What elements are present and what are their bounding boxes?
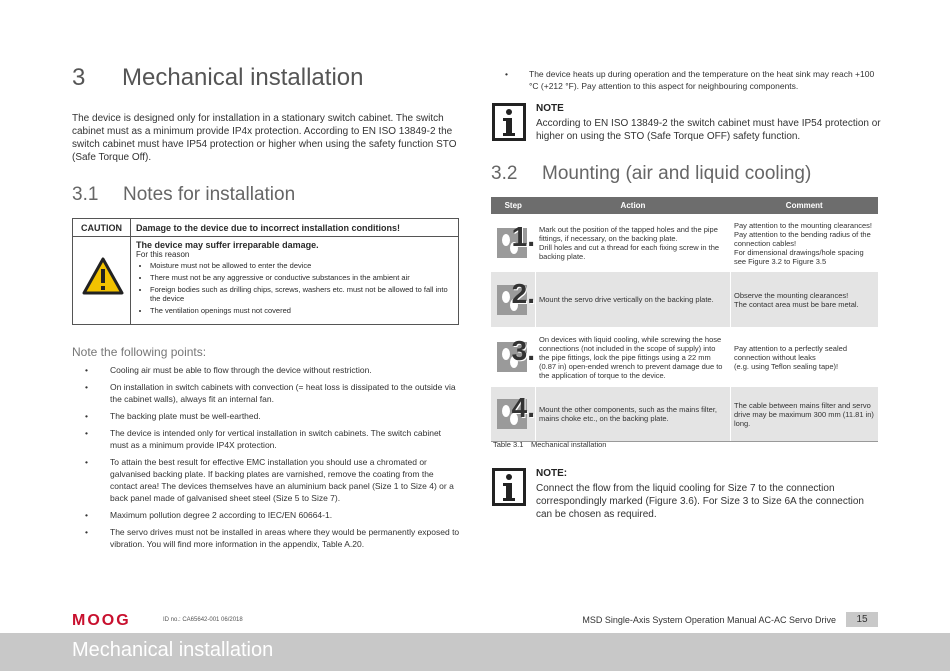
- list-item: • Maximum pollution degree 2 according to IEC/EN 60664-1.: [82, 509, 460, 521]
- caution-header: Damage to the device due to incorrect installation conditions!: [131, 219, 458, 237]
- step-cell: [491, 214, 536, 272]
- step-icon: [495, 222, 535, 264]
- note-box-1: [492, 103, 884, 148]
- caution-reason: For this reason: [136, 250, 190, 259]
- section-title-text: Mounting (air and liquid cooling): [542, 163, 812, 184]
- step-icon: [495, 279, 535, 321]
- manual-title: MSD Single-Axis System Operation Manual AC-AC Servo Drive: [582, 615, 836, 625]
- list-item: • To attain the best result for effective EMC installation you should use a chromated or galvanised backing plate. If backing plates are varnished, remove the coating from the contact area! The devices themselves have an aluminium back panel (Size 1 to Size 4) or a back panel made of galvanised sheet steel (Size 5 to Size 7).: [82, 456, 460, 504]
- section-title-text: Notes for installation: [123, 184, 296, 205]
- warning-triangle-icon: [82, 257, 124, 295]
- comment-cell: Pay attention to the mounting clearances! Pay attention to the bending radius of the connection cables! For dimensional drawings/hole spacing see Figure 3.2 to Figure 3.5: [731, 214, 879, 272]
- footer-band-text: Mechanical installation: [72, 639, 274, 661]
- note-text: According to EN ISO 13849-2 the switch cabinet must have IP54 protection or higher on using the STO (Safe Torque OFF) safety function.: [536, 118, 881, 142]
- list-item: • The backing plate must be well-earthed.: [82, 410, 460, 422]
- column-header-comment: Comment: [731, 197, 879, 214]
- list-item: • The device heats up during operation and the temperature on the heat sink may reach +100 °C (+212 °F). Pay attention to this aspect for neighbouring components.: [505, 68, 885, 92]
- note-points-heading: Note the following points:: [72, 345, 207, 359]
- chapter-title: [72, 64, 363, 92]
- caution-box: [72, 218, 459, 325]
- table-caption-number: Table 3.1: [493, 440, 524, 449]
- list-item: • Moisture must not be allowed to enter the device: [150, 261, 450, 270]
- heat-point-list: [505, 68, 885, 92]
- step-number: 3.: [511, 335, 535, 366]
- section-3-1-title: [72, 184, 295, 206]
- table-caption: [493, 440, 606, 449]
- step-cell: [491, 272, 536, 327]
- action-cell: Mount the other components, such as the mains filter, mains choke etc., on the backing plate.: [536, 387, 731, 442]
- caution-label: CAUTION: [73, 219, 131, 237]
- footer-band: [0, 633, 950, 671]
- step-number: 4.: [511, 392, 535, 423]
- step-number: 1.: [511, 221, 535, 252]
- table-header-row: [491, 197, 878, 214]
- caution-list: [136, 261, 450, 315]
- step-cell: [491, 387, 536, 442]
- column-header-step: Step: [491, 197, 536, 214]
- info-icon: [492, 103, 526, 141]
- info-icon: [492, 468, 526, 506]
- moog-logo: MOOG: [72, 612, 131, 629]
- list-item: • The device is intended only for vertical installation in switch cabinets. The switch cabinet must as a minimum provide IP4X protection.: [82, 427, 460, 451]
- action-cell: Mark out the position of the tapped holes and the pipe fittings, if necessary, on the backing plate. Drill holes and cut a thread for each fixing screw in the backing plate.: [536, 214, 731, 272]
- step-number: 2.: [511, 277, 535, 309]
- chapter-number: 3: [72, 64, 86, 91]
- step-cell: [491, 327, 536, 387]
- document-id: ID no.: CA65642-001 06/2018: [163, 617, 243, 623]
- list-item: • Foreign bodies such as drilling chips, screws, washers etc. must not be allowed to fall into the device: [150, 285, 450, 303]
- note-text: Connect the flow from the liquid cooling for Size 7 to the connection correspondingly marked (Figure 3.6). For Size 3 to Size 6A the connection can be chosen as required.: [536, 483, 864, 520]
- list-item: • The ventilation openings must not covered: [150, 306, 450, 315]
- list-item: • On installation in switch cabinets with convection (= heat loss is dissipated to the outside via the cabinet walls), always fit an internal fan.: [82, 381, 460, 405]
- table-caption-text: Mechanical installation: [531, 440, 607, 449]
- section-number: 3.2: [491, 163, 518, 184]
- comment-cell: The cable between mains filter and servo drive may be maximum 300 mm (11.81 in) long.: [731, 387, 879, 442]
- mounting-table: [491, 197, 878, 442]
- column-header-action: Action: [536, 197, 731, 214]
- intro-paragraph: The device is designed only for installation in a stationary switch cabinet. The switch cabinet must as a minimum provide IP4x protection. According to EN ISO 13849-2 the switch cabinet must have IP54 protection or higher when using the safety function STO (Safe Torque Off).: [72, 113, 457, 163]
- table-row: [491, 327, 878, 387]
- section-3-2-title: [491, 163, 811, 185]
- action-cell: On devices with liquid cooling, while screwing the hose connections (not included in the scope of supply) into the pipe fittings, lock the pipe fittings using a 22 mm (0.87 in) open-ended wrench to prevent damage due to the application of torque to the device.: [536, 327, 731, 387]
- caution-icon-cell: [73, 237, 131, 324]
- table-row: [491, 272, 878, 327]
- list-item: • There must not be any aggressive or conductive substances in the ambient air: [150, 273, 450, 282]
- table-row: [491, 387, 878, 442]
- caution-body: [136, 240, 450, 318]
- installation-points-list: [82, 364, 460, 555]
- comment-cell: Pay attention to a perfectly sealed connection without leaks (e.g. using Teflon sealing tape)!: [731, 327, 879, 387]
- table-row: [491, 214, 878, 272]
- note-box-2: [492, 468, 884, 528]
- list-item: • The servo drives must not be installed in areas where they would be permanently exposed to vibration. You will find more information in the appendix, Table A.20.: [82, 526, 460, 550]
- action-cell: Mount the servo drive vertically on the backing plate.: [536, 272, 731, 327]
- note-title: NOTE:: [536, 468, 568, 479]
- step-icon: [495, 393, 535, 435]
- list-item: • Cooling air must be able to flow through the device without restriction.: [82, 364, 460, 376]
- step-icon: [495, 336, 535, 378]
- comment-cell: Observe the mounting clearances! The contact area must be bare metal.: [731, 272, 879, 327]
- caution-lead: The device may suffer irreparable damage.: [136, 240, 319, 250]
- chapter-title-text: Mechanical installation: [122, 64, 364, 91]
- page-number: 15: [846, 612, 878, 627]
- note-title: NOTE: [536, 103, 564, 114]
- section-number: 3.1: [72, 184, 99, 205]
